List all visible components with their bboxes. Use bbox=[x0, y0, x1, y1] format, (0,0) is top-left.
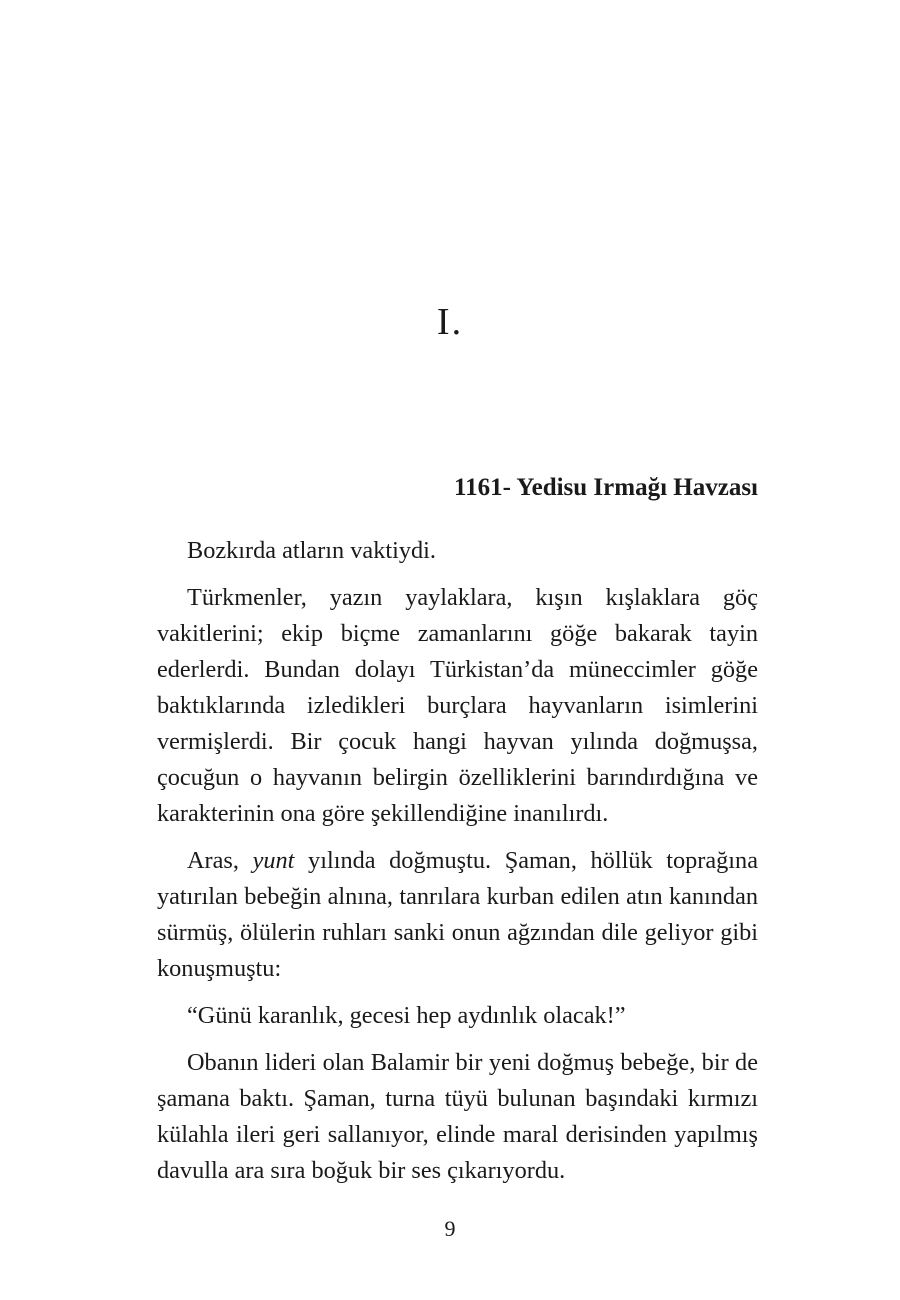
section-heading: 1161- Yedisu Irmağı Havzası bbox=[454, 474, 758, 501]
paragraph-2: Türkmenler, yazın yaylaklara, kışın kışlaklara göç vakitlerini; ekip biçme zamanlarını göğe bakarak tayin ederlerdi. Bundan dolayı Türkistan’da müneccimler göğe baktıklarında izledikleri burçlara hayvanların isimlerini vermişlerdi. Bir çocuk hangi hayvan yılında doğmuşsa, çocuğun o hayvanın belirgin özelliklerini barındırdığına ve karakterinin ona göre şekillendiğine inanılırdı. bbox=[157, 584, 758, 827]
paragraph-5: Obanın lideri olan Balamir bir yeni doğmuş bebeğe, bir de şamana baktı. Şaman, turna tüyü bulunan başındaki kırmızı külahla ileri geri sallanıyor, elinde maral derisinden yapılmış davulla ara sıra boğuk bir ses çıkarıyordu. bbox=[157, 1049, 758, 1184]
paragraph-3-lead: Aras, bbox=[187, 847, 253, 874]
body-text bbox=[157, 533, 758, 1200]
paragraph-3 bbox=[157, 843, 758, 987]
paragraph-3-rest: yılında doğmuştu. Şaman, höllük toprağına yatırılan bebeğin alnına, tanrılara kurban edilen atın kanından sürmüş, ölülerin ruhları sanki onun ağzından dile geliyor gibi konuşmuştu: bbox=[157, 847, 758, 982]
chapter-number: I. bbox=[436, 301, 464, 343]
page-number: 9 bbox=[444, 1216, 456, 1241]
paragraph-4: “Günü karanlık, gecesi hep aydınlık olacak!” bbox=[187, 1002, 626, 1029]
paragraph-1: Bozkırda atların vaktiydi. bbox=[187, 537, 436, 564]
italic-term: yunt bbox=[252, 847, 295, 874]
